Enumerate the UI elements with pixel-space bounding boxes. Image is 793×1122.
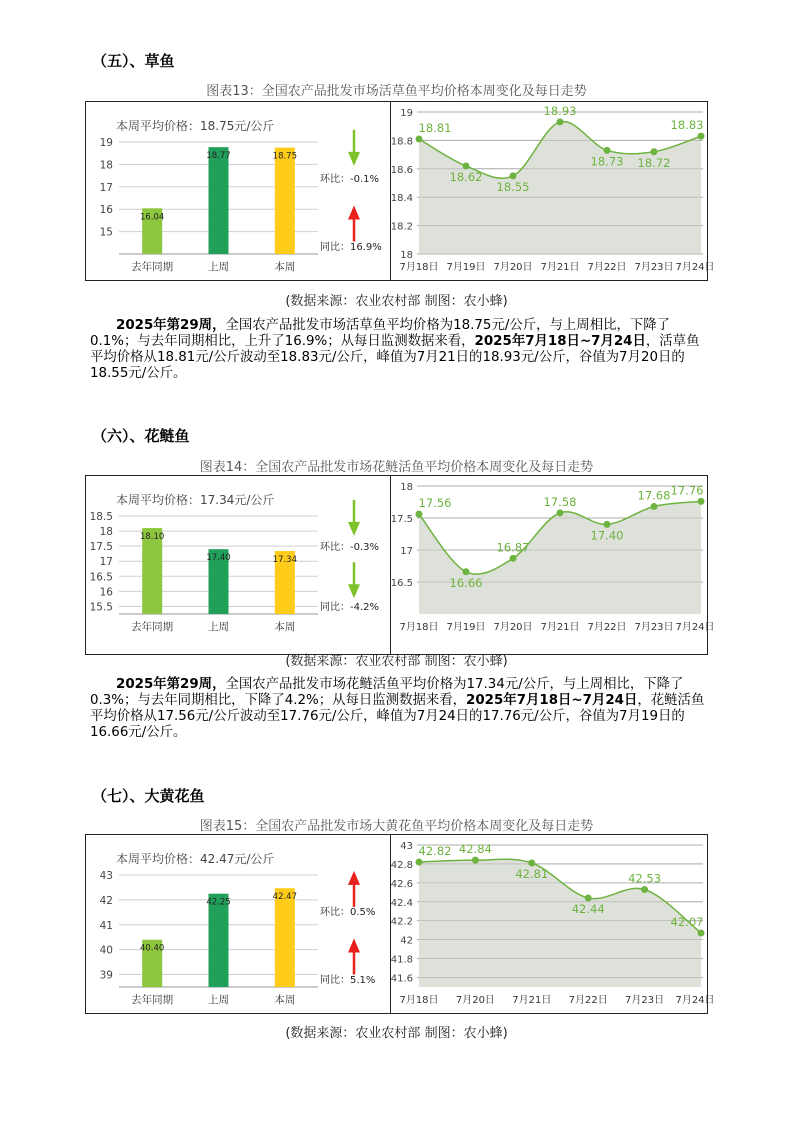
y-tick-label: 17.5	[89, 541, 113, 554]
y-tick-label: 15	[99, 226, 113, 239]
data-label: 42.84	[458, 842, 492, 857]
x-tick-label: 7月22日	[587, 622, 627, 633]
data-source: (数据来源：农业农村部 制图：农小蜂)	[285, 654, 508, 669]
x-tick-label: 上周	[208, 261, 229, 273]
bar-value-label: 18.77	[206, 151, 231, 162]
y-tick-label: 16.5	[89, 571, 113, 584]
analysis-paragraph: 2025年第29周，全国农产品批发市场花鲢活鱼平均价格为17.34元/公斤，与上周相比，下降了0.3%；与去年同期相比，下降了4.2%；从每日监测数据来看，2025年7月18日~7月24日，花鲢活鱼平均价格从17.56元/公斤波动至17.76元/公斤，峰值为7月24日的17.76元/公斤，谷值为7月19日的16.66元/公斤。	[90, 677, 705, 740]
y-tick-label: 18.6	[390, 164, 413, 176]
data-label: 18.81	[418, 120, 452, 135]
data-label: 18.73	[590, 154, 624, 169]
y-tick-label: 17	[99, 556, 113, 569]
data-label: 16.66	[449, 575, 483, 590]
x-tick-label: 7月20日	[455, 995, 495, 1006]
data-label: 17.68	[637, 488, 671, 503]
yoy-change-label: 同比：5.1%	[320, 975, 376, 986]
x-tick-label: 去年同期	[131, 261, 174, 273]
x-tick-label: 本周	[274, 994, 296, 1006]
data-label: 17.56	[418, 496, 452, 511]
data-label: 18.62	[449, 169, 483, 184]
bar-value-label: 40.40	[139, 943, 165, 954]
data-label: 17.76	[670, 483, 704, 498]
data-point	[416, 511, 423, 518]
y-tick-label: 18	[400, 482, 413, 493]
figure-caption: 图表13：全国农产品批发市场活草鱼平均价格本周变化及每日走势	[206, 84, 587, 99]
y-tick-label: 19	[99, 137, 113, 149]
arrow-up-icon-head	[348, 938, 360, 952]
bar-value-label: 16.04	[139, 212, 165, 223]
x-tick-label: 7月20日	[493, 622, 533, 633]
bar-value-label: 17.40	[206, 553, 231, 564]
x-tick-label: 7月19日	[446, 622, 486, 633]
data-point	[463, 162, 470, 169]
y-tick-label: 41.6	[390, 973, 413, 985]
x-tick-label: 去年同期	[131, 994, 174, 1006]
x-tick-label: 7月24日	[675, 995, 715, 1006]
y-tick-label: 16	[99, 586, 113, 599]
y-tick-label: 41	[99, 919, 113, 932]
y-tick-label: 16.5	[390, 578, 413, 589]
data-label: 18.83	[670, 118, 704, 133]
y-tick-label: 41.8	[390, 954, 413, 966]
data-point	[651, 148, 658, 155]
x-tick-label: 7月21日	[540, 622, 580, 633]
x-tick-label: 7月24日	[675, 262, 715, 273]
data-point	[528, 859, 535, 866]
x-tick-label: 7月22日	[568, 995, 608, 1006]
arrow-up-icon-head	[348, 205, 360, 219]
x-tick-label: 7月23日	[634, 622, 674, 633]
y-tick-label: 17	[400, 546, 413, 557]
data-point	[698, 498, 705, 505]
data-point	[510, 555, 517, 562]
yoy-change-label: 同比：-4.2%	[320, 602, 380, 613]
bar	[209, 147, 229, 254]
data-label: 42.53	[628, 871, 662, 886]
weekly-bar-chart	[86, 835, 390, 1013]
y-tick-label: 18	[99, 159, 113, 172]
bar-value-label: 18.75	[272, 151, 298, 162]
data-point	[510, 172, 517, 179]
y-tick-label: 39	[99, 969, 113, 982]
yoy-change-label: 同比：16.9%	[320, 242, 382, 253]
y-tick-label: 18	[400, 250, 413, 261]
mom-change-label: 环比：-0.1%	[320, 174, 380, 186]
data-point	[641, 886, 648, 893]
data-label: 42.82	[418, 844, 452, 859]
bar-value-label: 17.34	[272, 554, 298, 565]
x-tick-label: 7月23日	[634, 262, 674, 273]
weekly-bar-chart	[86, 476, 390, 640]
data-point	[472, 857, 479, 864]
data-point	[463, 568, 470, 575]
data-label: 18.72	[637, 155, 671, 170]
y-tick-label: 42	[400, 935, 413, 947]
data-point	[557, 118, 564, 125]
data-source: (数据来源：农业农村部 制图：农小蜂)	[285, 1026, 508, 1041]
section-title: （六）、花鲢鱼	[92, 427, 190, 445]
x-tick-label: 7月24日	[675, 622, 715, 633]
y-tick-label: 43	[400, 841, 413, 852]
y-tick-label: 42	[99, 894, 113, 907]
data-point	[416, 135, 423, 142]
x-tick-label: 上周	[208, 621, 229, 633]
weekly-bar-chart	[86, 102, 390, 280]
y-tick-label: 18.4	[390, 193, 413, 205]
data-label: 18.55	[496, 179, 530, 194]
figure-caption: 图表14：全国农产品批发市场花鲢活鱼平均价格本周变化及每日走势	[199, 460, 594, 475]
data-point	[698, 133, 705, 140]
y-tick-label: 17.5	[390, 514, 413, 525]
daily-line-chart	[390, 835, 715, 1013]
x-tick-label: 7月21日	[512, 995, 552, 1006]
daily-line-chart	[390, 476, 715, 640]
chart-panel	[85, 101, 715, 281]
y-tick-label: 43	[99, 870, 113, 882]
data-point	[604, 521, 611, 528]
bar	[272, 888, 298, 987]
y-tick-label: 42.2	[390, 916, 413, 928]
data-label: 42.07	[670, 915, 704, 930]
arrow-up-icon-head	[348, 871, 360, 885]
bar	[272, 148, 298, 254]
x-tick-label: 7月20日	[493, 262, 533, 273]
y-tick-label: 42.8	[390, 859, 413, 871]
data-point	[651, 503, 658, 510]
data-label: 42.81	[515, 866, 549, 881]
y-tick-label: 17	[99, 181, 113, 194]
y-tick-label: 42.6	[390, 878, 413, 890]
x-tick-label: 7月22日	[587, 262, 627, 273]
average-price-label: 本周平均价格：18.75元/公斤	[116, 119, 275, 133]
data-point	[416, 859, 423, 866]
data-label: 17.40	[590, 528, 624, 543]
average-price-label: 本周平均价格：17.34元/公斤	[116, 493, 275, 507]
y-tick-label: 15.5	[89, 601, 113, 614]
series-area	[419, 121, 701, 254]
x-tick-label: 上周	[208, 994, 229, 1006]
data-source: (数据来源：农业农村部 制图：农小蜂)	[285, 294, 508, 309]
x-tick-label: 本周	[274, 621, 296, 633]
x-tick-label: 7月18日	[399, 622, 439, 633]
data-point	[557, 509, 564, 516]
chart-panel	[85, 834, 715, 1014]
arrow-down-icon-head	[348, 584, 360, 598]
arrow-down-icon-head	[348, 522, 360, 536]
x-tick-label: 去年同期	[131, 621, 174, 633]
y-tick-label: 16	[99, 204, 113, 217]
bar-value-label: 42.47	[272, 892, 298, 903]
bar-value-label: 42.25	[206, 897, 231, 908]
data-point	[604, 147, 611, 154]
data-point	[585, 895, 592, 902]
mom-change-label: 环比：0.5%	[320, 907, 376, 919]
y-tick-label: 42.4	[390, 897, 413, 909]
data-label: 42.44	[571, 902, 605, 917]
x-tick-label: 7月18日	[399, 995, 439, 1006]
figure-caption: 图表15：全国农产品批发市场大黄花鱼平均价格本周变化及每日走势	[199, 819, 594, 834]
y-tick-label: 19	[400, 108, 413, 119]
y-tick-label: 18.5	[89, 511, 113, 523]
daily-line-chart	[390, 102, 715, 280]
y-tick-label: 40	[99, 944, 113, 957]
section-title: （五）、草鱼	[92, 52, 175, 70]
data-label: 18.93	[543, 103, 577, 118]
x-tick-label: 7月23日	[625, 995, 665, 1006]
data-label: 16.87	[496, 540, 530, 555]
chart-panel	[85, 475, 715, 655]
y-tick-label: 18	[99, 526, 113, 539]
bar-value-label: 18.10	[139, 532, 165, 543]
section-title: （七）、大黄花鱼	[92, 787, 205, 805]
x-tick-label: 7月19日	[446, 262, 486, 273]
average-price-label: 本周平均价格：42.47元/公斤	[116, 852, 275, 866]
data-point	[698, 930, 705, 937]
y-tick-label: 18.8	[390, 136, 413, 148]
x-tick-label: 本周	[274, 261, 296, 273]
analysis-paragraph: 2025年第29周，全国农产品批发市场活草鱼平均价格为18.75元/公斤，与上周相比，下降了0.1%；与去年同期相比，上升了16.9%；从每日监测数据来看，2025年7月18日~7月24日，活草鱼平均价格从18.81元/公斤波动至18.83元/公斤，峰值为7月21日的18.93元/公斤，谷值为7月20日的18.55元/公斤。	[90, 318, 700, 381]
mom-change-label: 环比：-0.3%	[320, 541, 380, 553]
data-label: 17.58	[543, 494, 577, 509]
arrow-down-icon-head	[348, 152, 360, 166]
y-tick-label: 18.2	[390, 221, 413, 233]
x-tick-label: 7月18日	[399, 262, 439, 273]
x-tick-label: 7月21日	[540, 262, 580, 273]
